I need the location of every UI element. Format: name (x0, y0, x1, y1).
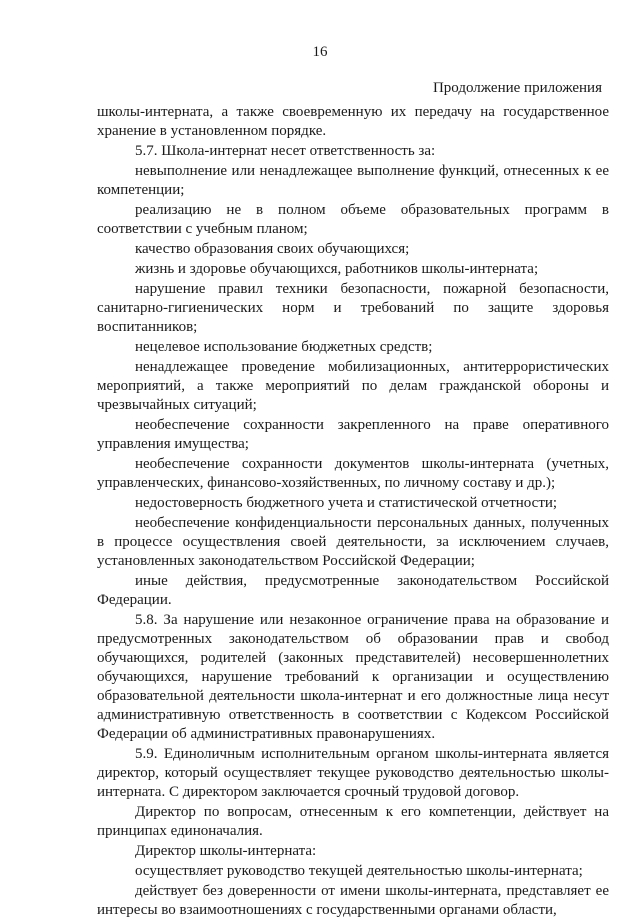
paragraph: реализацию не в полном объеме образовательных программ в соответствии с учебным планом; (97, 202, 609, 237)
paragraph: качество образования своих обучающихся; (135, 241, 410, 257)
paragraph: Директор школы-интерната: (135, 843, 317, 859)
paragraph: ненадлежащее проведение мобилизационных, антитеррористических мероприятий, а также мероприятий по делам гражданской обороны и чрезвычайных ситуаций; (97, 359, 609, 413)
paragraph: нарушение правил техники безопасности, пожарной безопасности, санитарно-гигиенических норм и требований по защите здоровья воспитанников; (97, 281, 609, 335)
paragraph: невыполнение или ненадлежащее выполнение функций, отнесенных к ее компетенции; (97, 163, 609, 198)
paragraph: необеспечение сохранности закрепленного на праве оперативного управления имущества; (97, 417, 609, 452)
paragraph: 5.8. За нарушение или незаконное ограничение права на образование и предусмотренных законодательством об образовании прав и свобод обучающихся, родителей (законных представителей) несовершеннолетних обучающихся, нарушение требований к организации и осуществлению образовательной деятельности школа-интернат и его должностные лица несут административную ответственность в соответствии с Кодексом Российской Федерации об административных правонарушениях. (97, 612, 609, 742)
paragraph: действует без доверенности от имени школы-интерната, представляет ее интересы во взаимоотношениях с государственными органами области, (97, 883, 609, 918)
paragraph: недостоверность бюджетного учета и статистической отчетности; (135, 495, 558, 511)
page-number: 16 (312, 44, 328, 60)
paragraph: 5.9. Единоличным исполнительным органом школы-интерната является директор, который осуществляет текущее руководство деятельностью школы-интерната. С директором заключается срочный трудовой договор. (97, 746, 609, 800)
paragraph: осуществляет руководство текущей деятельностью школы-интерната; (135, 863, 583, 879)
appendix-continuation-label: Продолжение приложения (432, 80, 602, 96)
paragraph: Директор по вопросам, отнесенным к его компетенции, действует на принципах единоначалия. (97, 804, 609, 839)
paragraph: жизнь и здоровье обучающихся, работников школы-интерната; (135, 261, 539, 277)
paragraph: школы-интерната, а также своевременную их передачу на государственное хранение в установленном порядке. (97, 104, 609, 139)
paragraph: необеспечение сохранности документов школы-интерната (учетных, управленческих, финансово-хозяйственных, по личному составу и др.); (97, 456, 609, 491)
document-body (97, 103, 609, 921)
paragraph: нецелевое использование бюджетных средств; (135, 339, 433, 355)
paragraph: иные действия, предусмотренные законодательством Российской Федерации. (97, 573, 609, 608)
paragraph: 5.7. Школа-интернат несет ответственность за: (135, 143, 436, 159)
paragraph: необеспечение конфиденциальности персональных данных, полученных в процессе осуществления своей деятельности, за исключением случаев, установленных законодательством Российской Федерации; (97, 515, 609, 569)
